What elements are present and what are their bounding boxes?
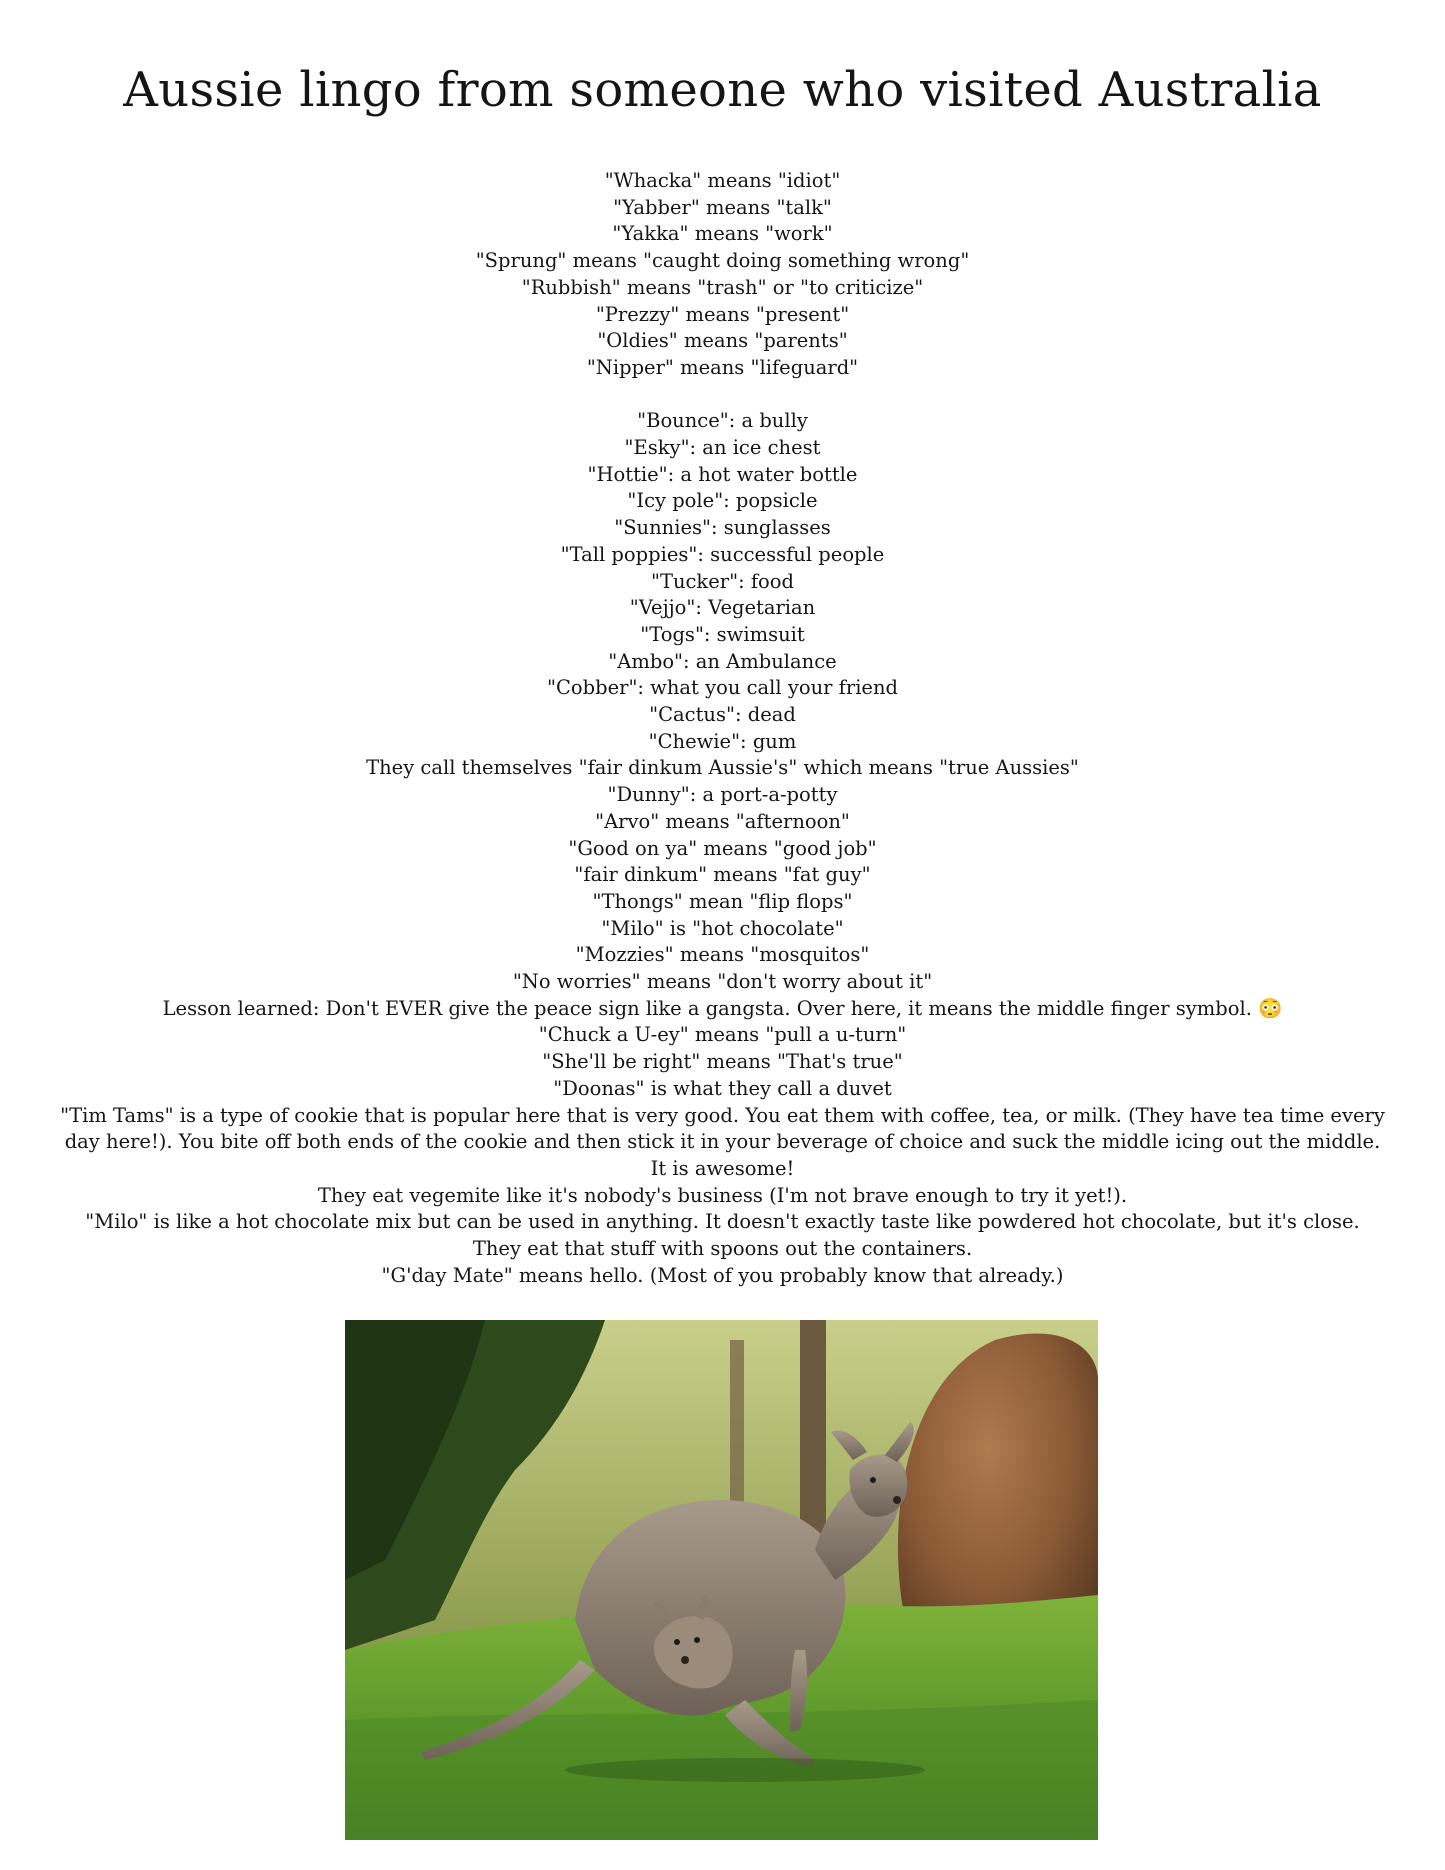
lingo-item: "Yakka" means "work" — [612, 222, 833, 246]
milo-paragraph: "Milo" is like a hot chocolate mix but can be used in anything. It doesn't exactly taste like powdered hot chocolate, but it's close. They eat that stuff with spoons out the containers. — [85, 1210, 1360, 1261]
vegemite-paragraph: They eat vegemite like it's nobody's business (I'm not brave enough to try it yet!). — [317, 1183, 1128, 1207]
lingo-item: "Sunnies": sunglasses — [614, 516, 831, 540]
lingo-item: "Tall poppies": successful people — [560, 542, 885, 566]
lingo-item: "She'll be right" means "That's true" — [542, 1050, 903, 1074]
lingo-item: "Thongs" mean "flip flops" — [592, 889, 853, 913]
gday-paragraph: "G'day Mate" means hello. (Most of you probably know that already.) — [381, 1263, 1064, 1287]
lingo-item: They call themselves "fair dinkum Aussie's" which means "true Aussies" — [366, 756, 1079, 780]
lingo-item: "Chewie": gum — [648, 729, 797, 753]
lingo-item: "Arvo" means "afternoon" — [595, 809, 850, 833]
lingo-item: "Dunny": a port-a-potty — [607, 783, 838, 807]
lesson-learned: Lesson learned: Don't EVER give the peace sign like a gangsta. Over here, it means the middle finger symbol. 😳 — [162, 996, 1283, 1020]
lingo-item: "Tucker": food — [650, 569, 795, 593]
lingo-item: "Oldies" means "parents" — [597, 329, 848, 353]
lingo-item: "fair dinkum" means "fat guy" — [574, 863, 871, 887]
lingo-list — [60, 168, 1385, 1290]
lingo-item: "Prezzy" means "present" — [595, 302, 850, 326]
spacer — [60, 382, 1385, 409]
lingo-item: "Milo" is "hot chocolate" — [601, 916, 844, 940]
lingo-item: "Ambo": an Ambulance — [608, 649, 837, 673]
lingo-item: "Cobber": what you call your friend — [546, 676, 899, 700]
lingo-item: "Good on ya" means "good job" — [568, 836, 877, 860]
lingo-item: "Mozzies" means "mosquitos" — [575, 943, 870, 967]
tim-tams-paragraph: "Tim Tams" is a type of cookie that is popular here that is very good. You eat them with coffee, tea, or milk. (They have tea time every day here!). You bite off both ends of the cookie and then stick it in your beverage of choice and suck the middle icing out the middle. It is awesome! — [60, 1103, 1385, 1180]
lingo-item: "Vejjo": Vegetarian — [629, 596, 816, 620]
lingo-item: "Icy pole": popsicle — [627, 489, 818, 513]
lingo-item: "Nipper" means "lifeguard" — [586, 355, 859, 379]
kangaroo-photo — [345, 1320, 1098, 1840]
lingo-item: "Hottie": a hot water bottle — [587, 462, 858, 486]
lingo-item: "Bounce": a bully — [637, 409, 808, 433]
page-title: Aussie lingo from someone who visited Australia — [123, 62, 1322, 118]
lingo-item: "No worries" means "don't worry about it" — [512, 970, 933, 994]
lingo-item: "Doonas" is what they call a duvet — [553, 1076, 892, 1100]
lingo-item: "Chuck a U-ey" means "pull a u-turn" — [538, 1023, 907, 1047]
lingo-item: "Rubbish" means "trash" or "to criticize" — [521, 275, 924, 299]
lingo-item: "Togs": swimsuit — [640, 622, 805, 646]
lingo-item: "Whacka" means "idiot" — [604, 169, 841, 192]
lingo-item: "Cactus": dead — [649, 703, 796, 727]
lingo-item: "Esky": an ice chest — [624, 436, 821, 460]
lingo-item: "Yabber" means "talk" — [613, 195, 832, 219]
lingo-item: "Sprung" means "caught doing something wrong" — [475, 249, 970, 273]
